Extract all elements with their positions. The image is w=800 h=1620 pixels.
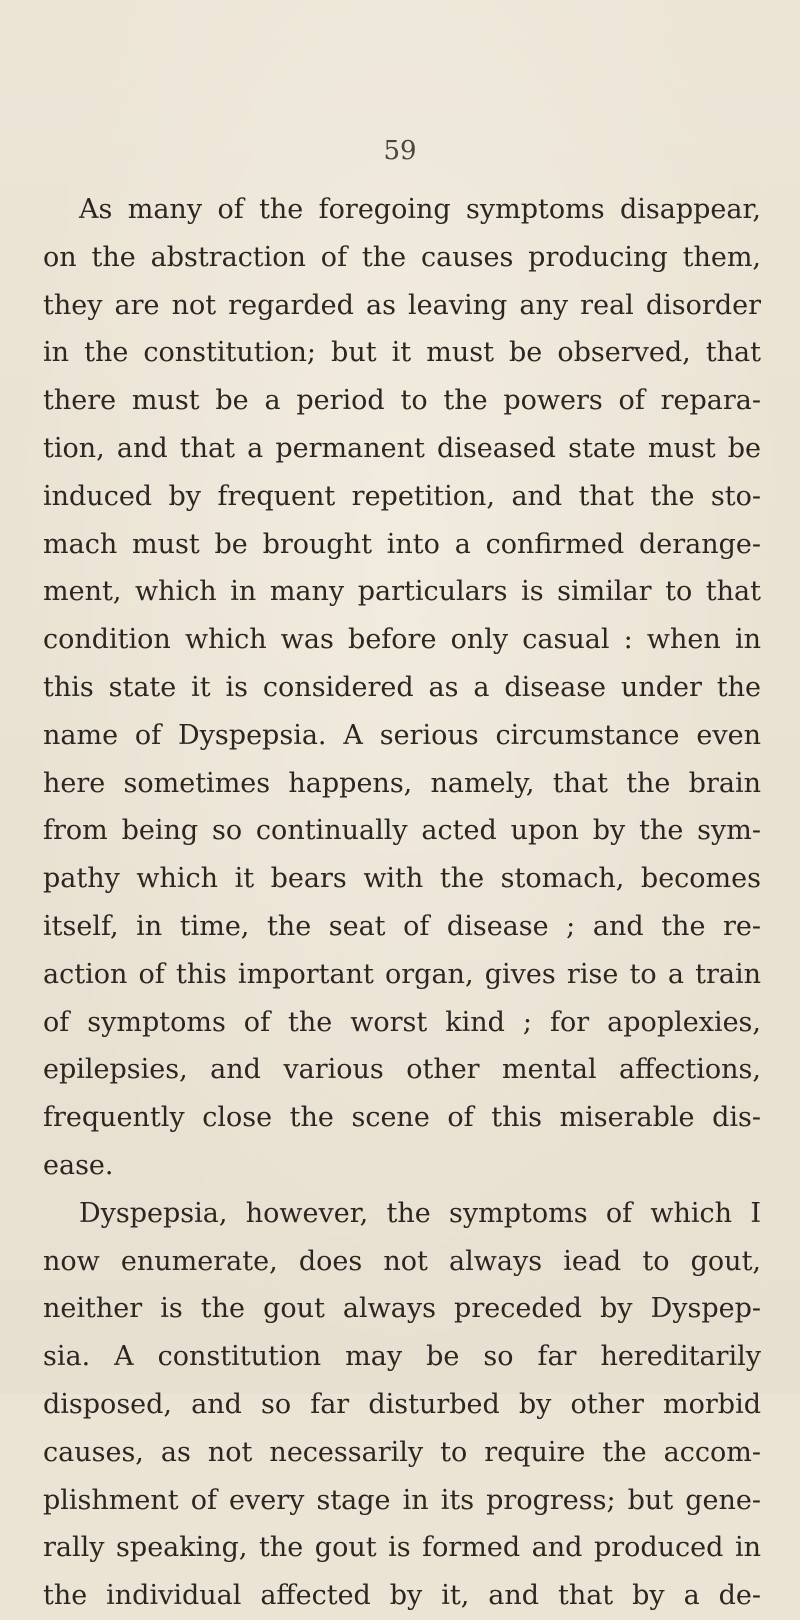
text-line: name of Dyspepsia. A serious circumstance even [43,719,761,751]
text-line: Dyspepsia, however, the symptoms of which I [79,1197,761,1229]
text-line: neither is the gout always preceded by Dyspep- [43,1293,761,1325]
text-line: from being so continually acted upon by the sym- [43,815,761,847]
text-line: of symptoms of the worst kind ; for apoplexies, [43,1006,761,1038]
text-line: pathy which it bears with the stomach, becomes [43,863,761,895]
text-line: sia. A constitution may be so far hereditarily [43,1341,761,1373]
text-line: the individual affected by it, and that by a de- [43,1580,761,1612]
text-line: they are not regarded as leaving any real disorder [43,289,761,321]
body-text [43,186,761,1620]
text-line: induced by frequent repetition, and that the sto- [43,480,761,512]
text-line: mach must be brought into a confirmed derange- [43,528,761,560]
text-line: plishment of every stage in its progress; but gene- [43,1484,761,1516]
text-line: this state it is considered as a disease under the [43,671,761,703]
text-line: there must be a period to the powers of repara- [43,385,761,417]
text-line: disposed, and so far disturbed by other morbid [43,1388,761,1420]
text-line: frequently close the scene of this miserable dis- [43,1102,761,1134]
text-line: rally speaking, the gout is formed and produced in [43,1532,761,1564]
text-line: epilepsies, and various other mental affections, [43,1054,761,1086]
text-line: causes, as not necessarily to require the accom- [43,1436,761,1468]
text-line: here sometimes happens, namely, that the brain [43,767,761,799]
page-number: 59 [383,136,417,166]
text-line: As many of the foregoing symptoms disappear, [79,194,761,225]
text-line: ment, which in many particulars is similar to that [43,576,761,608]
paragraph-2 [43,1190,761,1620]
text-line: condition which was before only casual : when in [43,624,761,656]
text-line: ease. [43,1149,114,1181]
paragraph-1 [43,186,761,1190]
text-line: tion, and that a permanent diseased state must be [43,432,761,464]
text-line: itself, in time, the seat of disease ; and the re- [43,910,761,942]
text-line: on the abstraction of the causes producing them, [43,241,761,273]
text-line: action of this important organ, gives rise to a train [43,958,761,990]
text-line: now enumerate, does not always iead to gout, [43,1245,761,1277]
text-line: in the constitution; but it must be observed, that [43,337,761,369]
